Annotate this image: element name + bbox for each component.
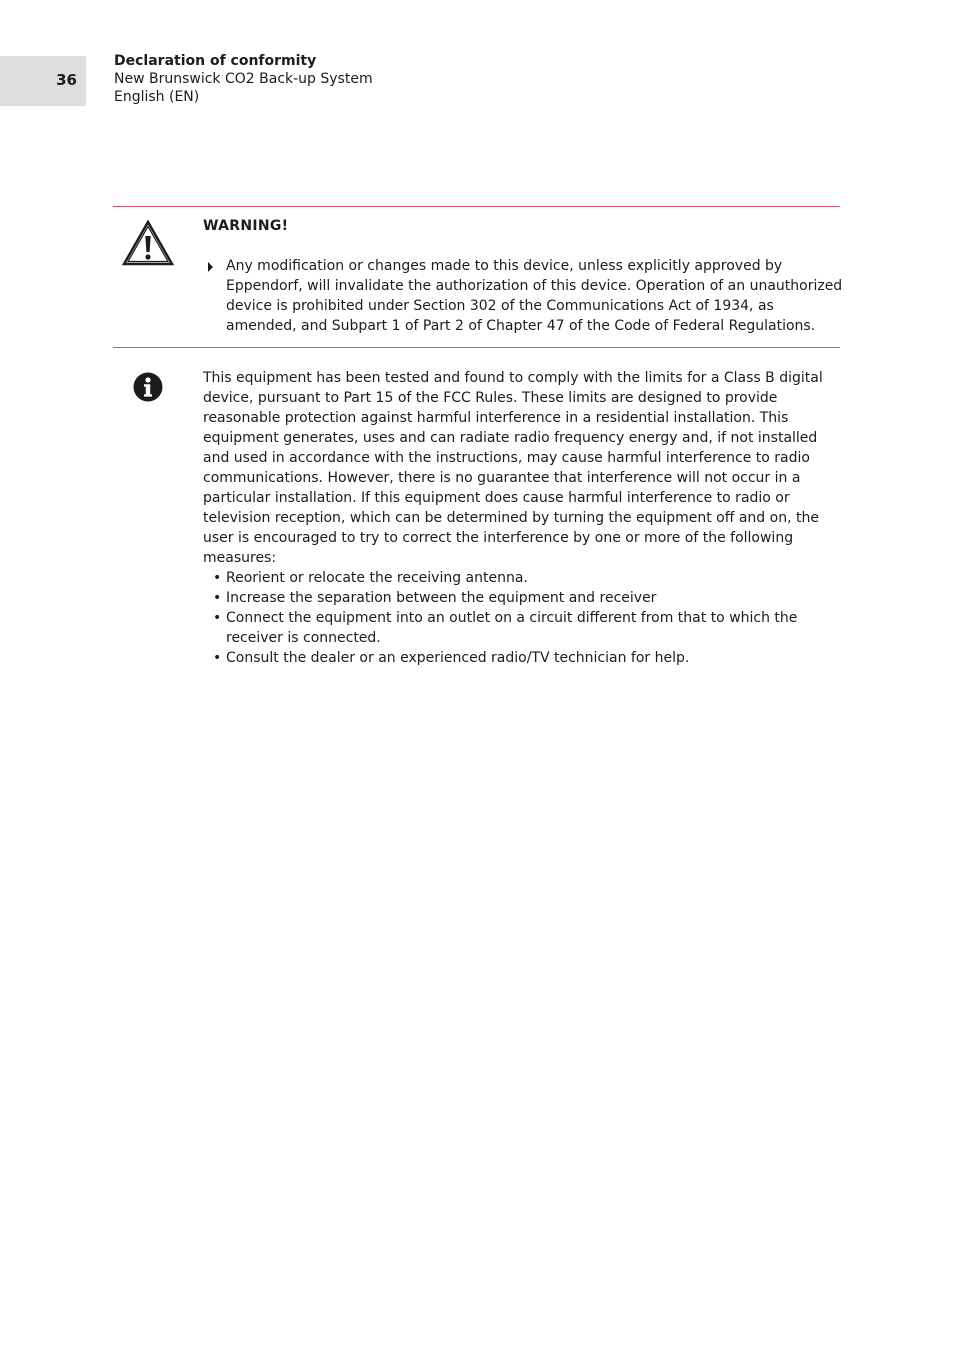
- warning-top-rule: [113, 206, 840, 207]
- running-header: [114, 52, 373, 106]
- list-item: [203, 568, 843, 588]
- header-product: New Brunswick CO2 Back-up System: [114, 71, 373, 87]
- bullet-icon: •: [213, 650, 222, 666]
- page-number-tab: [0, 56, 86, 106]
- list-item: [203, 588, 843, 608]
- header-title: Declaration of conformity: [114, 53, 317, 69]
- warning-bottom-rule: [113, 347, 840, 348]
- fcc-notice: [203, 368, 843, 668]
- bullet-icon: •: [213, 590, 222, 606]
- measure-text: Consult the dealer or an experienced radio/TV technician for help.: [226, 650, 690, 666]
- bullet-icon: •: [213, 610, 222, 626]
- measure-text: Connect the equipment into an outlet on a circuit different from that to which the receiver is connected.: [226, 610, 798, 646]
- measures-list: [203, 568, 843, 668]
- list-item: [203, 608, 843, 648]
- measure-text: Reorient or relocate the receiving antenna.: [226, 570, 528, 586]
- warning-text: Any modification or changes made to this device, unless explicitly approved by Eppendorf, will invalidate the authorization of this device. Operation of an unauthorized device is prohibited under Section 302 of the Communications Act of 1934, as amended, and Subpart 1 of Part 2 of Chapter 47 of the Code of Federal Regulations.: [226, 258, 843, 334]
- bullet-icon: •: [213, 570, 222, 586]
- page-number: 36: [56, 71, 77, 89]
- info-icon: [133, 372, 163, 402]
- arrow-right-icon: [208, 262, 213, 272]
- list-item: [203, 648, 843, 668]
- warning-triangle-icon: [122, 219, 174, 267]
- header-language: English (EN): [114, 89, 200, 105]
- fcc-paragraph: This equipment has been tested and found to comply with the limits for a Class B digital device, pursuant to Part 15 of the FCC Rules. These limits are designed to provide reasonable protection against harmful interference in a residential installation. This equipment generates, uses and can radiate radio frequency energy and, if not installed and used in accordance with the instructions, may cause harmful interference to radio communications. However, there is no guarantee that interference will not occur in a particular installation. If this equipment does cause harmful interference to radio or television reception, which can be determined by turning the equipment off and on, the user is encouraged to try to correct the interference by one or more of the following measures:: [203, 370, 823, 566]
- measure-text: Increase the separation between the equipment and receiver: [226, 590, 657, 606]
- warning-instruction: [203, 256, 843, 336]
- warning-heading: WARNING!: [203, 218, 289, 234]
